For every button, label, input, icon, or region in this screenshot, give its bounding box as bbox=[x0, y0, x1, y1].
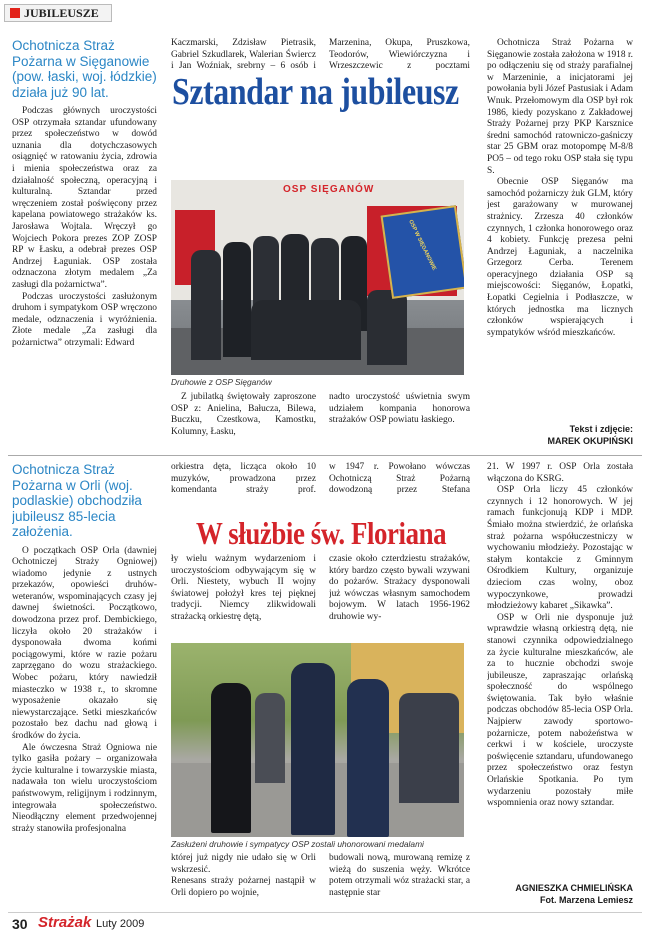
firefighter-figure bbox=[291, 663, 335, 835]
article1-col1 bbox=[12, 38, 157, 450]
footer-rule bbox=[8, 912, 642, 913]
article1-col2-mid bbox=[171, 117, 316, 177]
article2-signature-name: AGNIESZKA CHMIELIŃSKA bbox=[515, 883, 633, 893]
crowd bbox=[255, 693, 285, 783]
article2-col2-mid: ły wielu ważnym wydarzeniom i uroczystościom odbywającym się w Orli. Niestety, wybuch II wojny światowej położył kres tej pięknej tradycji. Niemcy zlikwidowali strażacką orkiestrę dętą, bbox=[171, 554, 316, 622]
article2-col3-mid: czasie około czterdziestu strażaków, który bardzo często bywali wzywani do pożarów. Strażacy dysponowali już wówczas własnym samochodem bojowym. W latach 1956-1962 druhowie wy- bbox=[329, 554, 470, 622]
article-divider bbox=[8, 455, 642, 456]
article1-col3-bottom: nadto uroczystość uświetnia swym udziałem kompania honorowa strażaków OSP powiatu łaskiego. bbox=[329, 392, 470, 426]
article2-col1 bbox=[12, 462, 157, 895]
article1-col4: Ochotnicza Straż Pożarna w Sięganowie została założona w 1918 r. po odłączeniu się od straży parafialnej w Marzeninie, a inicjatorami jej powołania byli Józef Pastusiak i Adam Wnuk. Przełomowym dla OSP był rok 1986, kiedy pozyskano z Zakładowej Straży Pożarnej przy PKP Karsznice średni samochód ratowniczo-gaśniczy star 25 GBM oraz motopompę M-8/8 PO5 – od tego roku OSP stała się typu S. Obecnie OSP Sięganów ma samochód pożarniczy żuk GLM, który jest garażowany w murowanej strażnicy. Zrzesza 40 członków czynnych, 1 członka honorowego oraz 4 kobiety. Funkcję prezesa pełni Andrzej Łaguniak, a naczelnika Grzegorz Cerba. Terenem operacyjnego działania OSP są miejscowości: Sięganów, Łopatki, Łopatki Cegielnia i Podłaszcze, w których jednostka ma licznych członków wspierających i sympatyków wśród mieszkańców. bbox=[487, 38, 633, 338]
article2-lead: Ochotnicza Straż Pożarna w Orli (woj. podlaskie) obchodziła jubileusz 85-lecia założenia. bbox=[12, 462, 142, 539]
priest-figure bbox=[211, 683, 251, 833]
article2-photo-caption: Zasłużeni druhowie i sympatycy OSP zostali uhonorowani medalami bbox=[171, 839, 424, 849]
article1-paragraph: Podczas głównych uroczystości OSP otrzymała sztandar ufundowany przez społeczeństwo w dowód uznania dla dotychczasowych osiągnięć w ratowaniu życia, zdrowia i mienia społeczeństwa oraz za działalność społeczną, operacyjną i kulturalną. Sztandar przed wręczeniem został poświęcony przez kapelana powiatowego strażaków ks. Jarosława Wojtala. Wręczył go Wojciech Pokora prezes ZOP ZOSP RP w Łasku, a odebrał prezes OSP Andrzej Łaguniak. OSP została odznaczona złotym medalem „Za zasługi dla pożarnictwa”. bbox=[12, 106, 157, 290]
article2-photo bbox=[171, 643, 464, 837]
article1-paragraph: Podczas uroczystości zasłużonym druhom i sympatykom OSP wręczono medale, odznaczenia i wyróżnienia. Złote medale „Za zasługi dla pożarnictwa” otrzymali: Edward bbox=[12, 291, 157, 348]
firefighter-figure bbox=[347, 679, 389, 837]
article1-col3-top: Marzenina, Okupa, Pruszkowa, Teodorów, Wiewiórczyzna i Wrzeszczewic z pocztami bbox=[329, 38, 470, 72]
article2-col2-top: orkiestra dęta, licząca około 10 muzyków, prowadzona przez komendanta straży prof. bbox=[171, 462, 316, 496]
article1-photo-caption: Druhowie z OSP Sięganów bbox=[171, 377, 272, 387]
banner-flag: OSP W SIĘGANOWIE bbox=[381, 205, 464, 299]
article2-col3-top: w 1947 r. Powołano wówczas Ochotniczą Straż Pożarną dowodzoną przez Stefana bbox=[329, 462, 470, 496]
article2-paragraph: O początkach OSP Orla (dawniej Ochotniczej Straży Ogniowej) wiadomo jedynie z ustnych przekazów, opowieści druhów-weteranów, wspominających czasy jej dawnej świetności. Początkowo, dowodzona przez prof. Dembickiego, liczyła około 20 strażaków i dysponowała dwoma końmi pociągowymi, które w razie pożaru zaprzęgano do wozu strażackiego. Wobec pożaru, który nawiedził miasteczko w 1938 r., to skromne wyposażenie okazało się niewystarczające. Setki mieszkańców pozostało bez dachu nad głową i środków do życia. bbox=[12, 545, 157, 741]
article1-col2-bottom: Z jubilatką świętowały zaproszone OSP z: Anielina, Bałucza, Bilewa, Buczku, Czestkowa, Kamostku, Kolumny, Łasku, bbox=[171, 392, 316, 437]
article1-col2-top: Kaczmarski, Zdzisław Pietrasik, Gabriel Szkudlarek, Walerian Świercz i Jan Woźniak, srebrny – 6 osób i bbox=[171, 38, 316, 72]
article2-col2-bottom: której już nigdy nie udało się w Orli wskrzesić. Renesans straży pożarnej nastąpił w Orli dopiero po wojnie, bbox=[171, 853, 316, 898]
page-number: 30 bbox=[12, 916, 28, 932]
firehouse-sign: OSP SIĘGANÓW bbox=[283, 184, 375, 195]
article2-signature-photo: Fot. Marzena Lemiesz bbox=[539, 895, 633, 905]
article1-signature-name: MAREK OKUPIŃSKI bbox=[547, 436, 633, 446]
article2-col4: 21. W 1997 r. OSP Orla została włączona do KSRG. OSP Orla liczy 45 członków czynnych i 12 honorowych. W jej ramach funkcjonują KDP i MDP. Śmiało można stwierdzić, że orlańska straż pożarna współuczestniczy w wychowaniu młodzieży. Pozostając w stałym kontakcie z Gminnym Ośrodkiem Kultury, organizuje dzieciom czas wolny, oboz wypoczynkowe, prowadzi młodzieżowy kabaret „Sikawka”. OSP w Orli nie dysponuje już wprawdzie własną orkiestrą dętą, nie stanowi czynnika odpowiedzialnego za życie kulturalne mieszkańców, ale za to hucznie obchodzi swoje jubileusze, zapraszając orlańską społeczność do wspólnego świętowania. Tak było właśnie podczas obchodów 85-lecia OSP Orla. Najpierw zawody sportowo-pożarnicze, potem nabożeństwa w cerkwi i w kościele, uroczyste poświęcenie sztandaru, ufundowanego przez społeczeństwo oraz festyn Orlańskie Spotkania. Po tym wydarzeniu pozostały miłe wspomnienia oraz nowy sztandar. bbox=[487, 462, 633, 809]
article1-signature-label: Tekst i zdjęcie: bbox=[569, 424, 633, 434]
section-marker-icon bbox=[10, 8, 20, 18]
article1-headline: Sztandar na jubileusz bbox=[172, 71, 459, 113]
crowd bbox=[399, 693, 459, 803]
article1-lead: Ochotnicza Straż Pożarna w Sięganowie (pow. łaski, woj. łódzkie) działa już 90 lat. bbox=[12, 38, 157, 100]
issue-date: Luty 2009 bbox=[96, 918, 145, 930]
article2-col3-bottom: budowali nową, murowaną remizę z wieżą do suszenia węży. Wkrótce potem otrzymali wóz strażacki star, a następnie star bbox=[329, 853, 470, 898]
section-label: JUBILEUSZE bbox=[4, 4, 112, 22]
article1-photo bbox=[171, 180, 464, 375]
article2-headline: W służbie św. Floriana bbox=[196, 515, 447, 551]
article2-paragraph: Ale ówczesna Straż Ogniowa nie tylko gasiła pożary – organizowała życie kulturalne i towarzyskie miasta, nadawała ton wielu uroczystościom państwowym, religijnym i rodzinnym, integrowała społeczeństwo. Nieodłączny element przedwojennej straży stanowiła profesjonalna bbox=[12, 742, 157, 834]
magazine-logo: Strażak bbox=[38, 914, 92, 931]
